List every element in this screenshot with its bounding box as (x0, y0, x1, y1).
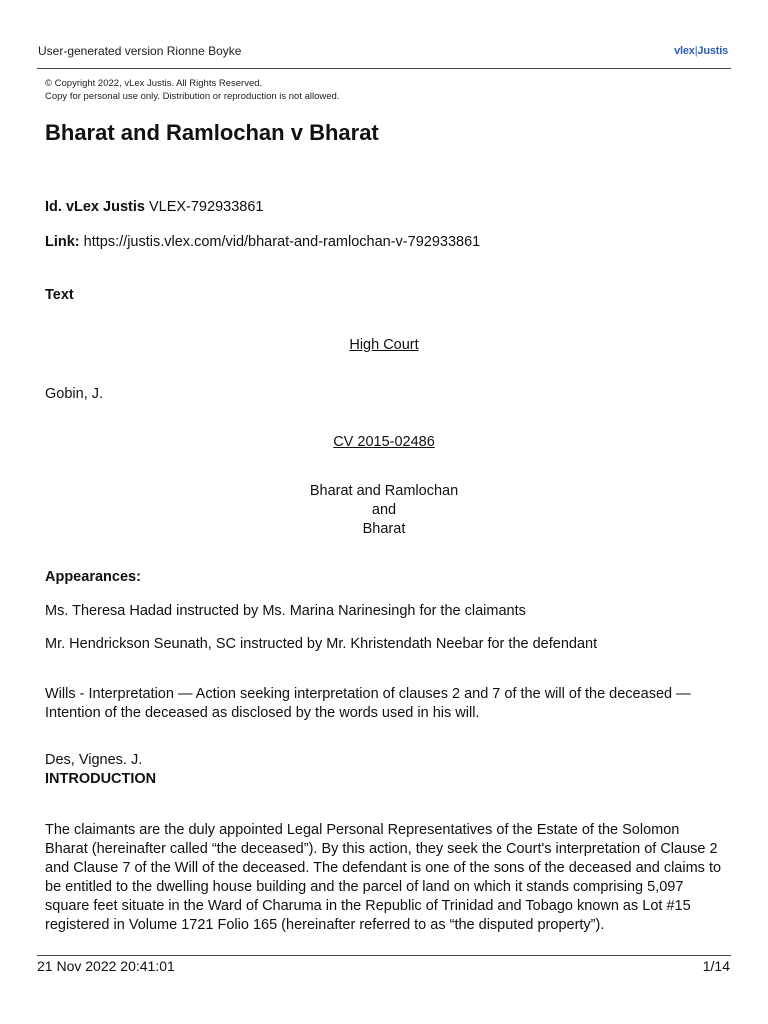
appearances-heading: Appearances: (45, 569, 141, 585)
document-id-label: Id. vLex Justis (45, 199, 145, 215)
appearance-claimants: Ms. Theresa Hadad instructed by Ms. Marina Narinesingh for the claimants (45, 603, 526, 619)
copyright-line-2: Copy for personal use only. Distribution or reproduction is not allowed. (45, 91, 340, 102)
header-user-version: User-generated version Rionne Boyke (38, 44, 242, 58)
document-id-value: VLEX-792933861 (144, 199, 264, 215)
logo-separator: | (694, 45, 698, 57)
footer-timestamp: 21 Nov 2022 20:41:01 (37, 958, 175, 974)
header-divider (37, 68, 731, 69)
logo-v: v (674, 45, 681, 57)
footer-page-number: 1/14 (702, 958, 730, 974)
case-number: CV 2015-02486 (333, 434, 435, 450)
text-heading: Text (45, 287, 74, 303)
headnote: Wills - Interpretation — Action seeking interpretation of clauses 2 and 7 of the will of the deceased — Intention of the deceased as disclosed by the words used in his will. (45, 686, 691, 721)
party-and: and (371, 502, 397, 518)
document-title: Bharat and Ramlochan v Bharat (45, 120, 379, 145)
introduction-paragraph: The claimants are the duly appointed Legal Personal Representatives of the Estate of the Solomon Bharat (hereinafter called “the deceased”). By this action, they seek the Court's interpretation of Clause 2 and Clause 7 of the Will of the deceased. The defendant is one of the sons of the deceased and claims to be entitled to the dwelling house building and the parcel of land on which it stands comprising 5,097 square feet situate in the Ward of Charuma in the Republic of Trinidad and Tobago known as Lot #15 registered in Volume 1721 Folio 165 (hereinafter referred to as “the disputed property”). (45, 822, 722, 933)
court-name: High Court (349, 337, 419, 353)
document-link (45, 234, 480, 250)
copyright-notice (45, 77, 339, 103)
judge-name: Gobin, J. (45, 386, 104, 402)
footer-divider (37, 955, 731, 956)
document-link-url[interactable]: https://justis.vlex.com/vid/bharat-and-ramlochan-v-792933861 (79, 234, 481, 250)
document-link-label: Link: (45, 234, 80, 250)
introduction-heading: INTRODUCTION (45, 771, 157, 787)
logo-justis: Justis (697, 45, 728, 57)
judge-name-2: Des, Vignes. J. (45, 752, 143, 768)
copyright-line-1: © Copyright 2022, vLex Justis. All Rights Reserved. (45, 78, 263, 89)
logo-lex: lex (680, 45, 695, 57)
party-defendant: Bharat (362, 521, 406, 537)
appearance-defendant: Mr. Hendrickson Seunath, SC instructed by Mr. Khristendath Neebar for the defendant (45, 636, 598, 652)
vlex-justis-logo[interactable] (674, 45, 728, 57)
party-claimants: Bharat and Ramlochan (309, 483, 459, 499)
document-id (45, 199, 263, 215)
